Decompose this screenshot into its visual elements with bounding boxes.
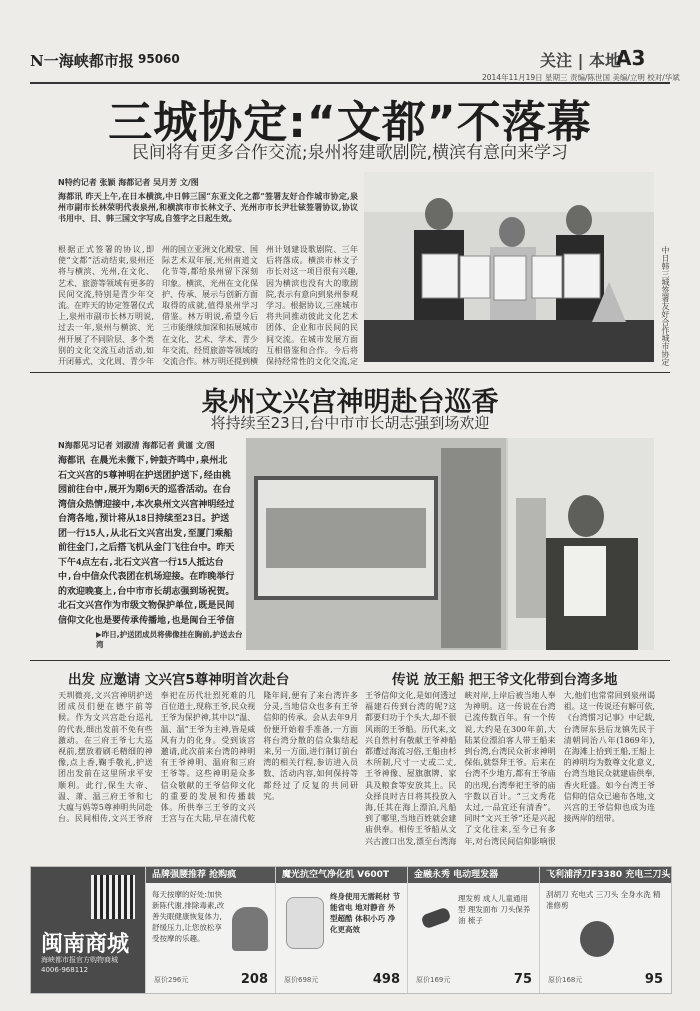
ad-product-4-orig: 原价168元 — [548, 976, 583, 984]
header-rule — [30, 82, 670, 84]
subsection2-text: 王爷信仰文化,是如何透过福建石传到台湾的呢?这都要归功于个头大,却不很风雨的王爷船。历代来,文兴自然村有敬献王爷神船都遭过海流习俗,王船由杉木所制,尺寸一丈或二丈,王爷神像、屋旗旗牌、家具及粮食等安放其上。民众择良时吉日将其投放入海,任其在海上漂泊,凡船到了哪里,当地百姓就会建庙供奉。相传王爷船从文兴古渡口出发,漂至台湾海峡对岸,上岸后被当地人奉为神明。这一传说在台湾已流传数百年。有一个传说,大约是在300年前,大陆某位漂泊客人带王船来到台湾,台湾民众祈求神明保佑,就祭拜王爷。后来在台湾不少地方,都有王爷庙的出现,台湾奉祀王爷的庙宇数以百计。“三文秀花太过,一品宜还有清香”。同时“文兴王爷”还是兴起了文化往来,至今已有多年,对台湾民间信仰影响很大,他们也常常回到泉州谒祖。这一传说还有解可依,《台湾惯习记事》中记载,台湾屏东县后龙镇先民于清朝同治八年(1869年),在海滩上拾到王船,王船上的神明均为数尊文化意义,台湾当地民众就建庙供奉,香火旺盛。如今台湾王爷信仰的信众已遍布各地,文兴宫的王爷信仰也成为连接两岸的纽带。 — [365, 691, 655, 846]
bus-image — [246, 438, 654, 650]
story1-column-2: 州的国立亚洲文化殿堂、国际艺术双年展,光州南道文化节等,都给泉州留下深刻印象。横滨、光州在文化保护、传承、展示与创新方面取得的成就,值得泉州学习借鉴。林万明说,希望今后三市能继续加深和拓展城市在文化、艺术、学术、青少年交流、经贸旅游等领域的交流合作。林万明还提到横 — [162, 245, 258, 367]
story2-photo-caption: ▶昨日,护送团成员将佛像挂在胸前,护送去台湾 — [96, 630, 243, 649]
ad-brand-name: 闽南商城 — [41, 932, 130, 957]
page-number: A3 — [616, 46, 646, 70]
ad-product-3-orig: 原价169元 — [416, 976, 451, 984]
story-divider — [30, 372, 670, 373]
mall-advertisement — [30, 866, 672, 994]
ad-product-1-orig: 原价296元 — [154, 976, 189, 984]
ad-phone: 4006-968112 — [41, 966, 89, 974]
story2-headline: 泉州文兴宫神明赴台巡香 — [201, 387, 499, 418]
issue-meta: 2014年11月19日 星期三 责编/陈世国 美编/立明 校对/华斌 — [482, 73, 680, 82]
air-purifier-icon — [286, 897, 324, 949]
subsection1-text: 天圳微亮,文兴宫神明护送团成员们便在德宇前等候。作为文兴宫赴台巡礼的代表,细出发前不免有些激动。在三府王爷七大巡视前,摆放着刷毛精细的神像,点上香,鞠手敬礼,护送团出发前在这里所求平安顺利。此行,保生大帝、温、萧、温三府王爷和七大瘟与妈等5尊神明共同赴台。民间相传,文兴王爷府奉祀在历代壮烈死难的几百位道士,现称王爷,民众视王爷为保护神,其中以“温、温、温”王爷为主神,皆是威风有力的化身。受到该宫邀请,此次前来台湾的神明有王爷神明、温府和三府王爷等。这些神明是众多信众敬献的王爷信仰文化的重要的发展和传播载体。所供奉三王爷的文兴王宫与在大陆,早在清代乾隆年间,便有了来台湾许多分灵,当地信众也多有王爷信仰的传承。会从去年9月份便开始着手准备,一方面将台湾分散的信众集结起来,另一方面,进行制订前台湾的相关行程,参访进入员数、活动内容,如何保持等都经过了反复的共同研究。 — [58, 691, 358, 824]
story1-headline: 三城协定:“文都”不落幕 — [108, 97, 592, 148]
hair-clipper-icon — [420, 907, 451, 930]
ad-product-4 — [539, 867, 671, 993]
ad-product-3-title: 金融永秀 电动理发器 — [408, 867, 540, 883]
subsection2-title: 传说 放王船 把王爷文化带到台湾多地 — [392, 672, 618, 688]
ad-product-2-title: 魔光抗空气净化机 V600T — [276, 867, 408, 883]
masthead-logo: N一海峡都市报 — [30, 52, 134, 70]
ad-brand-panel — [31, 867, 145, 993]
ad-product-2-orig: 原价698元 — [284, 976, 319, 984]
story1-column-1: 根据正式签署的协议,即使“文都”活动结束,泉州还将与横滨、光州,在文化、艺术、旅游等领域有更多的民间交流,特别是青少年交流。在昨天的协定签署仪式上,泉州市副市长林万明说,过去一年,泉州与横滨、光州开展了不同阶层、多个类别的文化交流互动活动,如开闭幕式、文化周、青少年 — [58, 245, 154, 367]
subsection1-title: 出发 应邀请 文兴宫5尊神明首次赴台 — [68, 672, 290, 688]
ad-product-2-desc: 终身使用无需耗材 节能省电 地对静音 外型超酷 体积小巧 净化更高效 — [330, 892, 401, 934]
ad-product-3 — [407, 867, 540, 993]
story2-byline: N海都见习记者 刘淑清 海都记者 黄谨 文/图 — [58, 441, 215, 450]
story2-subhead: 将持续至23日,台中市市长胡志强到场欢迎 — [210, 414, 490, 432]
ad-product-1-price: 208 — [240, 972, 268, 987]
ad-product-4-price: 95 — [644, 972, 663, 987]
ad-product-2 — [275, 867, 408, 993]
story1-lead: 海都讯 昨天上午,在日本横滨,中日韩三国“东亚文化之都”签署友好合作城市协定,泉州市副市长林荣明代表泉州,和横滨市市长林文子、光州市市长尹壮铉签署协议,协议书用中、日、韩三国文字写成,自签字之日起生效。 — [58, 191, 358, 223]
subsection-divider — [30, 660, 670, 661]
bus-photo — [246, 438, 654, 650]
signing-ceremony-image — [364, 172, 654, 362]
qr-code-icon — [91, 875, 135, 919]
shaver-icon — [580, 921, 614, 957]
ad-product-1 — [145, 867, 276, 993]
ad-product-4-desc: 刮胡刀 充电式 三刀头 全身水洗 精准修剪 — [546, 890, 661, 910]
hotline-number: 95060 — [138, 52, 180, 66]
section-label: 关注 | 本地 — [540, 51, 621, 70]
story1-byline: N特约记者 张颖 海都记者 吴月芳 文/图 — [58, 178, 199, 187]
ad-brand-subtitle: 海峡都市报官方购物商城 — [41, 956, 118, 964]
massager-icon — [232, 907, 268, 951]
story1-column-3: 州计划建设歌剧院、三年后将落成。横滨市林文子市长对这一项目很有兴趣,因为横滨也没有大的歌剧院,表示有意向到泉州参观学习。根据协议,三座城市将共同推动彼此文化艺术团体、企业和市民间的民间交流。在城市发展方面互相借鉴和合作。今后将保持经常性的文化交流,定 — [266, 245, 358, 367]
story1-photo-caption: 中日韩三城签署友好合作城市协定 — [661, 246, 670, 366]
ad-product-2-price: 498 — [372, 972, 400, 987]
ad-product-1-title: 品牌强腰推荐 抢购疯 — [146, 867, 276, 883]
ad-product-1-desc: 每天按摩的好处:加快新陈代谢,排除毒素,改善失眠健康恢复体力,舒缓压力,让您放松享受按摩的乐趣。 — [152, 890, 225, 943]
ad-product-3-price: 75 — [513, 972, 532, 987]
ad-product-3-desc: 理发剪 成人儿童通用型 理发面布 刀头保养油 梳子 — [458, 894, 531, 925]
story1-subhead: 民间将有更多合作交流;泉州将建歌剧院,横滨有意向来学习 — [131, 143, 569, 163]
signing-ceremony-photo — [364, 172, 654, 362]
ad-product-4-title: 飞利浦浮刀F3380 充电三刀头 — [540, 867, 671, 883]
story2-lead: 海都讯 在晨光未微下,钟鼓齐鸣中,泉州北石文兴宫的5尊神明在护送团护送下,经由桃园前往台中,展开为期6天的巡香活动。在台湾信众热情迎接中,本次泉州文兴宫神明经过台湾各地,预计将从18日持续至23日。护送团一行15人,从北石文兴宫出发,至厦门乘船前往金门,之后搭飞机从金门飞往台中。昨天下午4点左右,北石文兴宫一行15人抵达台中,台中信众代表团在机场迎接。在昨晚举行的欢迎晚宴上,台中市市长胡志强到场祝贺。北石文兴宫作为市级文物保护单位,既是民间信仰文化也是要传承传播地,也是闽台王爷信 — [58, 456, 235, 626]
